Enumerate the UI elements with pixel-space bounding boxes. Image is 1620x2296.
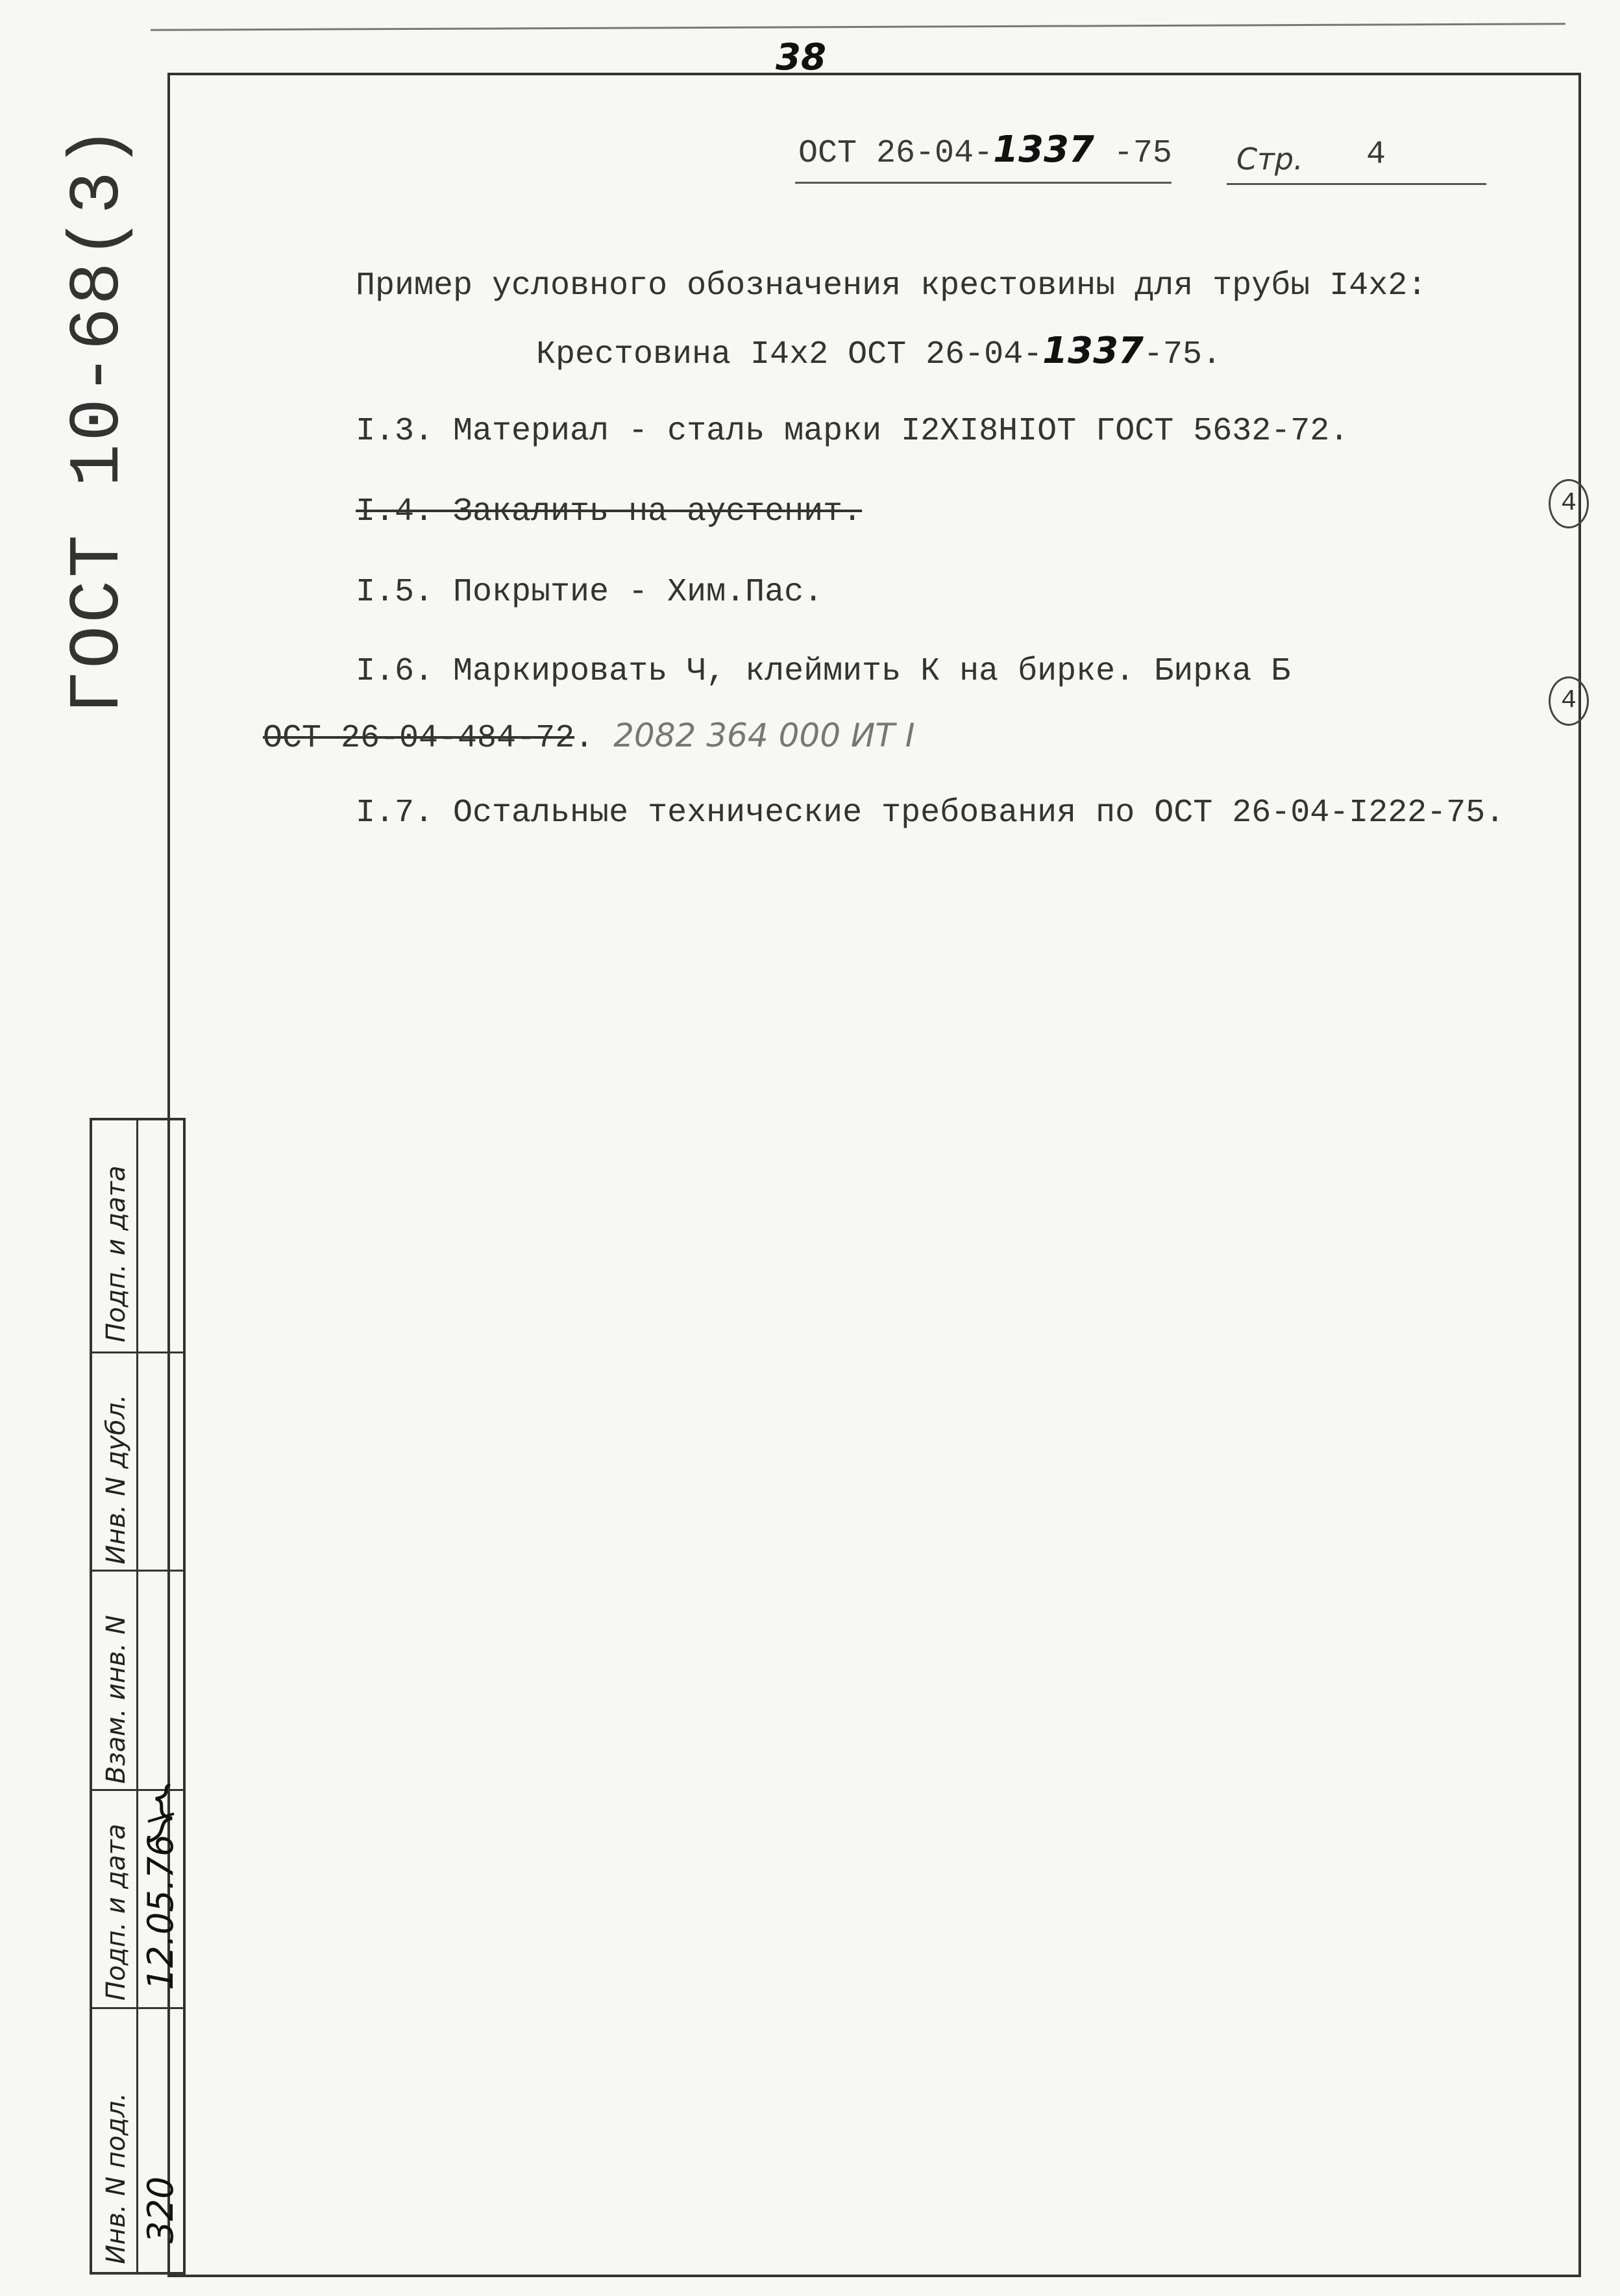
stamp-date-value: 12.05.76 <box>140 1834 181 1990</box>
stamp-signature-icon <box>143 1783 179 1847</box>
doc-number-prefix: ОСТ 26-04- <box>798 135 994 172</box>
margin-change-mark: 4 <box>1549 479 1589 528</box>
stamp-label-sign-date-2: Подп. и дата <box>101 1165 131 1342</box>
page-frame <box>167 73 1581 2277</box>
doc-number-underline <box>795 182 1172 184</box>
item-1-4: I.4. Закалить на аустенит. <box>356 493 863 530</box>
stamp-label-sign-date: Подп. и дата <box>101 1823 131 2001</box>
top-edge-line <box>151 23 1565 31</box>
page-underline <box>1227 183 1486 185</box>
page-value: 4 <box>1366 136 1386 173</box>
document-number <box>798 129 1172 172</box>
item-1-6-struck-ref: ОСТ 26-04-484-72 <box>263 720 575 757</box>
margin-change-mark: 4 <box>1549 676 1589 726</box>
example-prefix: Крестовина I4х2 ОСТ 26-04- <box>536 336 1043 373</box>
doc-number-suffix: -75 <box>1094 135 1172 172</box>
item-1-7: I.7. Остальные технические требования по ОСТ 26-04-I222-75. <box>356 795 1505 832</box>
example-designation <box>536 330 1221 373</box>
sheet-number: 38 <box>776 36 826 79</box>
doc-number-handwritten: 1337 <box>993 129 1094 171</box>
page-label: Стр. <box>1236 142 1303 177</box>
stamp-separator <box>92 1352 183 1353</box>
example-suffix: -75. <box>1144 336 1222 373</box>
stamp-separator <box>92 1570 183 1572</box>
side-standard-label: ГОСТ 10-68(3) <box>58 123 140 714</box>
stamp-block <box>90 1118 186 2275</box>
item-1-5: I.5. Покрытие - Хим.Пас. <box>356 574 824 611</box>
item-1-6-handwritten-ref: 2082 364 000 ИТ I <box>613 717 915 754</box>
example-intro: Пример условного обозначения крестовины для трубы I4х2: <box>356 267 1427 304</box>
stamp-label-replaced-inv: Взам. инв. N <box>101 1615 131 1784</box>
stamp-separator <box>92 2007 183 2009</box>
item-1-6: I.6. Маркировать Ч, клеймить К на бирке. Бирка Б <box>356 653 1291 690</box>
example-handwritten: 1337 <box>1042 330 1144 372</box>
stamp-inv-value: 320 <box>140 2176 181 2243</box>
item-1-6-continuation <box>263 717 915 757</box>
item-1-3: I.3. Материал - сталь марки I2XI8HIOT ГОСТ 5632-72. <box>356 413 1349 450</box>
stamp-label-inv-orig: Инв. N подл. <box>101 2092 131 2264</box>
stamp-label-inv-dup: Инв. N дубл. <box>101 1394 131 1564</box>
item-1-6-dot: . <box>574 720 595 757</box>
